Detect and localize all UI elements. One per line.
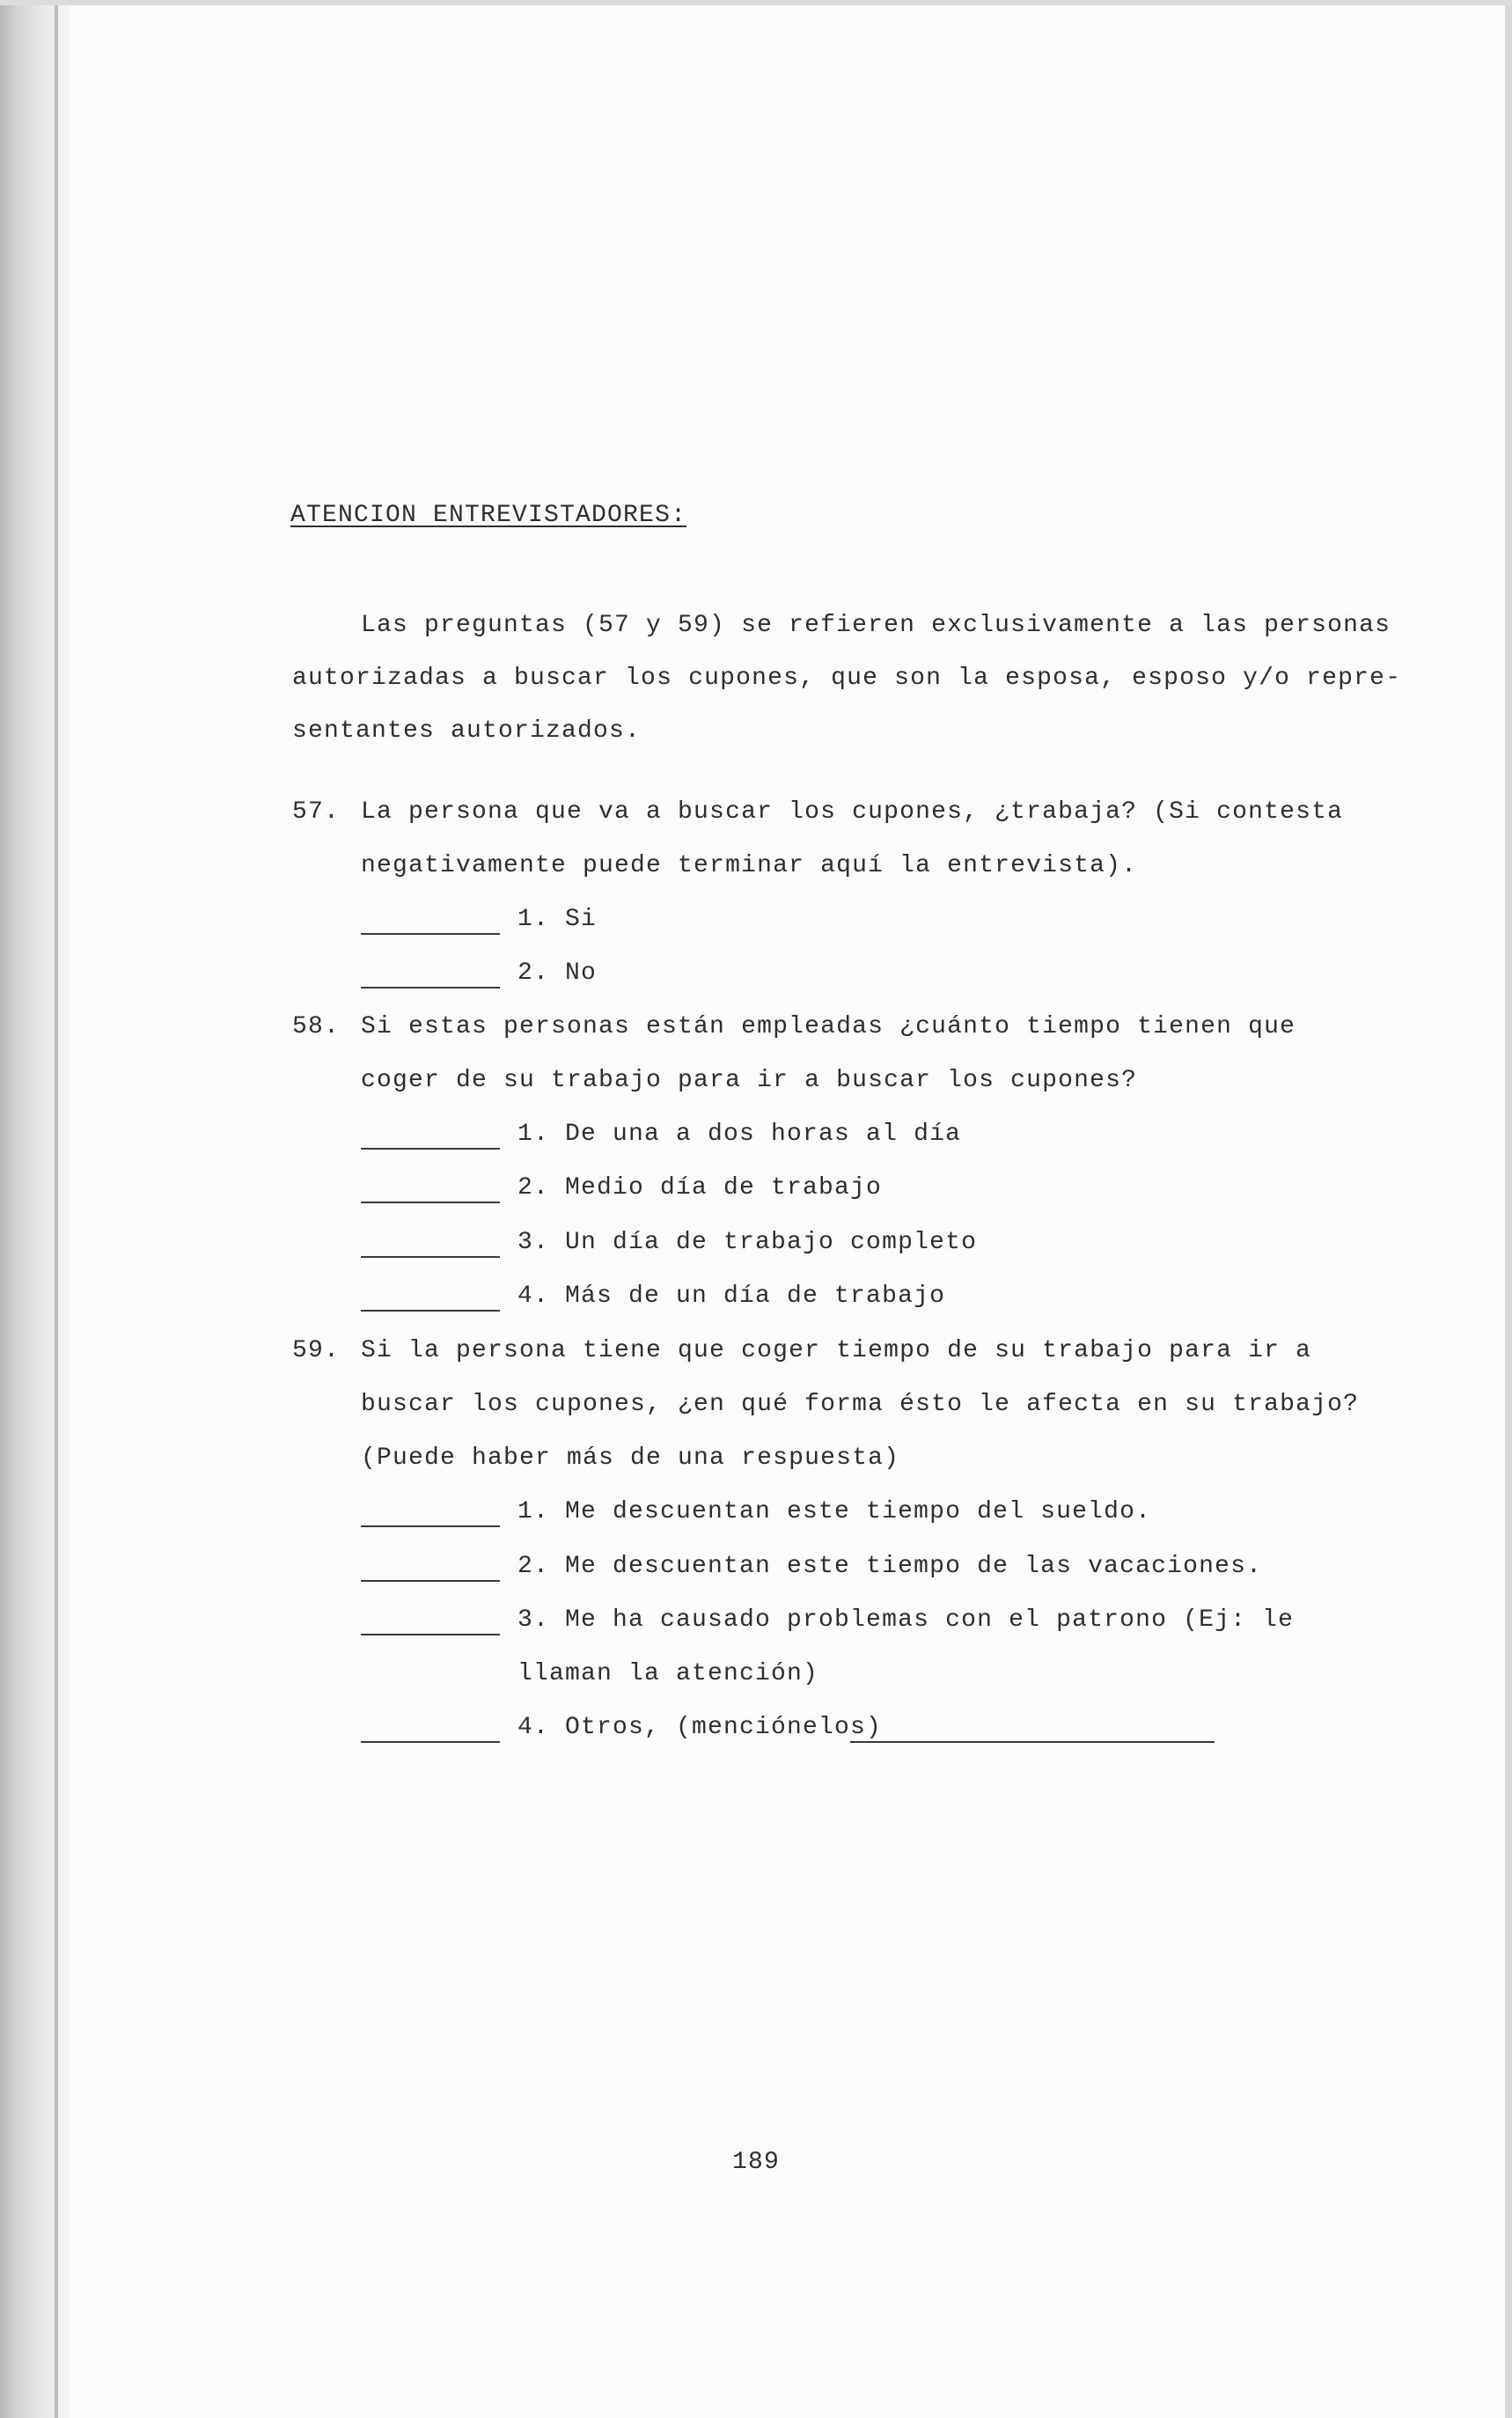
mention-others-blank[interactable]: [850, 1741, 1215, 1743]
answer-blank-59-3[interactable]: [361, 1634, 500, 1635]
option-59-2: 2. Me descuentan este tiempo de las vacaciones.: [517, 1553, 1263, 1580]
question-58-line-1: Si estas personas están empleadas ¿cuánto tiempo tienen que: [361, 1013, 1296, 1040]
answer-blank-59-2[interactable]: [361, 1580, 500, 1582]
question-59-line-2: buscar los cupones, ¿en qué forma ésto le afecta en su trabajo?: [361, 1391, 1360, 1418]
question-57-line-2: negativamente puede terminar aquí la entrevista).: [361, 852, 1138, 879]
option-58-3: 3. Un día de trabajo completo: [517, 1229, 978, 1256]
option-57-2: 2. No: [517, 959, 598, 987]
intro-line-2: autorizadas a buscar los cupones, que son la esposa, esposo y/o repre-: [292, 665, 1402, 692]
option-59-4: 4. Otros, (menciónelos): [517, 1714, 883, 1741]
question-57-line-1: La persona que va a buscar los cupones, ¿trabaja? (Si contesta: [361, 798, 1344, 826]
option-59-3: 3. Me ha causado problemas con el patrono (Ej: le: [517, 1606, 1295, 1634]
answer-blank-58-1[interactable]: [361, 1148, 500, 1150]
question-58-number: 58.: [292, 1013, 341, 1040]
answer-blank-58-4[interactable]: [361, 1310, 500, 1312]
intro-line-3: sentantes autorizados.: [292, 717, 642, 745]
option-58-4: 4. Más de un día de trabajo: [517, 1282, 946, 1310]
question-59-line-3: (Puede haber más de una respuesta): [361, 1444, 900, 1472]
question-57-number: 57.: [292, 798, 341, 826]
page-number: 189: [731, 2149, 780, 2176]
answer-blank-57-1[interactable]: [361, 933, 500, 935]
answer-blank-58-2[interactable]: [361, 1202, 500, 1203]
answer-blank-57-2[interactable]: [361, 987, 500, 989]
option-58-1: 1. De una a dos horas al día: [517, 1121, 962, 1148]
option-59-3-continuation: llaman la atención): [517, 1660, 819, 1687]
intro-line-1: Las preguntas (57 y 59) se refieren exclusivamente a las personas: [361, 612, 1391, 639]
option-59-1: 1. Me descuentan este tiempo del sueldo.: [517, 1498, 1152, 1525]
section-heading: ATENCION ENTREVISTADORES:: [290, 502, 687, 529]
question-59-number: 59.: [292, 1337, 341, 1364]
answer-blank-59-1[interactable]: [361, 1525, 500, 1527]
option-57-1: 1. Si: [517, 906, 598, 933]
question-59-line-1: Si la persona tiene que coger tiempo de su trabajo para ir a: [361, 1337, 1312, 1364]
question-58-line-2: coger de su trabajo para ir a buscar los cupones?: [361, 1067, 1138, 1094]
answer-blank-59-4[interactable]: [361, 1741, 500, 1743]
answer-blank-58-3[interactable]: [361, 1256, 500, 1258]
option-58-2: 2. Medio día de trabajo: [517, 1174, 883, 1202]
